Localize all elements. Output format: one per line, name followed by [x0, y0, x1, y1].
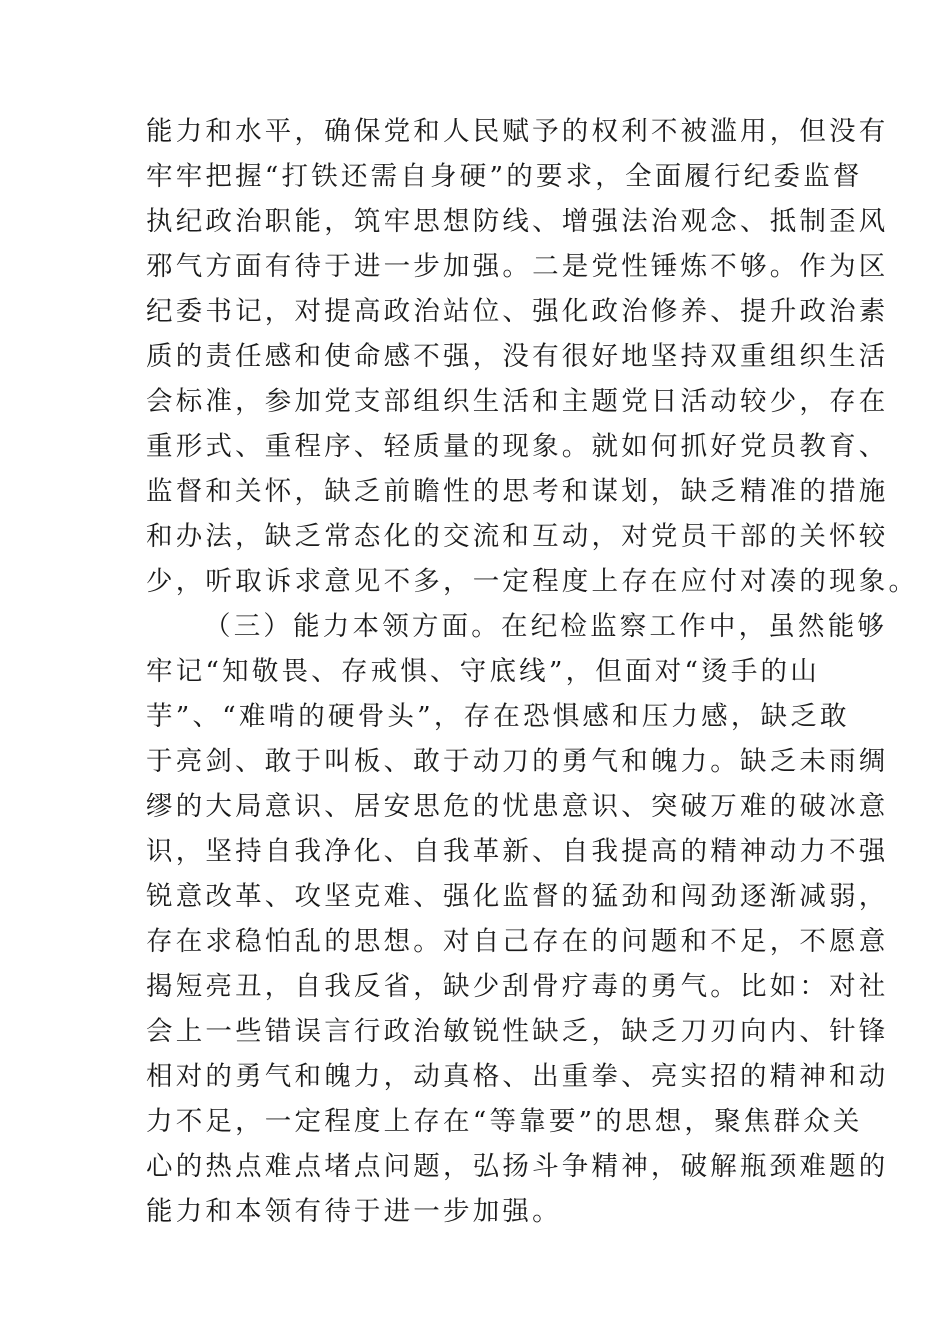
text-line: 会标准，参加党支部组织生活和主题党日活动较少，存在 — [146, 386, 889, 417]
text-line: 力不足，一定程度上存在“等靠要”的思想，聚焦群众关 — [146, 1106, 863, 1137]
text-line: 揭短亮丑，自我反省，缺少刮骨疗毒的勇气。比如：对社 — [146, 971, 889, 1002]
text-line: 于亮剑、敢于叫板、敢于动刀的勇气和魄力。缺乏未雨绸 — [146, 746, 889, 777]
text-line: 识，坚持自我净化、自我革新、自我提高的精神动力不强 — [146, 836, 889, 867]
text-line: 纪委书记，对提高政治站位、强化政治修养、提升政治素 — [146, 296, 889, 327]
text-line: 邪气方面有待于进一步加强。二是党性锤炼不够。作为区 — [146, 251, 889, 282]
body-text — [146, 109, 919, 1234]
text-line: 缪的大局意识、居安思危的忧患意识、突破万难的破冰意 — [146, 791, 889, 822]
text-line: 牢牢把握“打铁还需自身硬”的要求，全面履行纪委监督 — [146, 161, 863, 192]
text-line: 锐意改革、攻坚克难、强化监督的猛劲和闯劲逐渐减弱， — [146, 881, 889, 912]
text-line: 执纪政治职能，筑牢思想防线、增强法治观念、抵制歪风 — [146, 206, 889, 237]
text-line: 少，听取诉求意见不多，一定程度上存在应付对凑的现象。 — [146, 566, 919, 597]
text-line: 芋”、“难啃的硬骨头”，存在恐惧感和压力感，缺乏敢 — [146, 701, 850, 732]
text-line: 存在求稳怕乱的思想。对自己存在的问题和不足，不愿意 — [146, 926, 889, 957]
text-line: 和办法，缺乏常态化的交流和互动，对党员干部的关怀较 — [146, 521, 889, 552]
text-line: 能力和水平，确保党和人民赋予的权利不被滥用，但没有 — [146, 116, 889, 147]
text-line: 能力和本领有待于进一步加强。 — [146, 1196, 562, 1227]
text-line: 监督和关怀，缺乏前瞻性的思考和谋划，缺乏精准的措施 — [146, 476, 889, 507]
text-line: 质的责任感和使命感不强，没有很好地坚持双重组织生活 — [146, 341, 889, 372]
section-heading-line: （三）能力本领方面。在纪检监察工作中，虽然能够 — [204, 611, 888, 642]
text-line: 牢记“知敬畏、存戒惧、守底线”，但面对“烫手的山 — [146, 656, 820, 687]
text-line: 重形式、重程序、轻质量的现象。就如何抓好党员教育、 — [146, 431, 889, 462]
text-line: 会上一些错误言行政治敏锐性缺乏，缺乏刀刃向内、针锋 — [146, 1016, 889, 1047]
text-line: 相对的勇气和魄力，动真格、出重拳、亮实招的精神和动 — [146, 1061, 889, 1092]
text-line: 心的热点难点堵点问题，弘扬斗争精神，破解瓶颈难题的 — [146, 1151, 889, 1182]
